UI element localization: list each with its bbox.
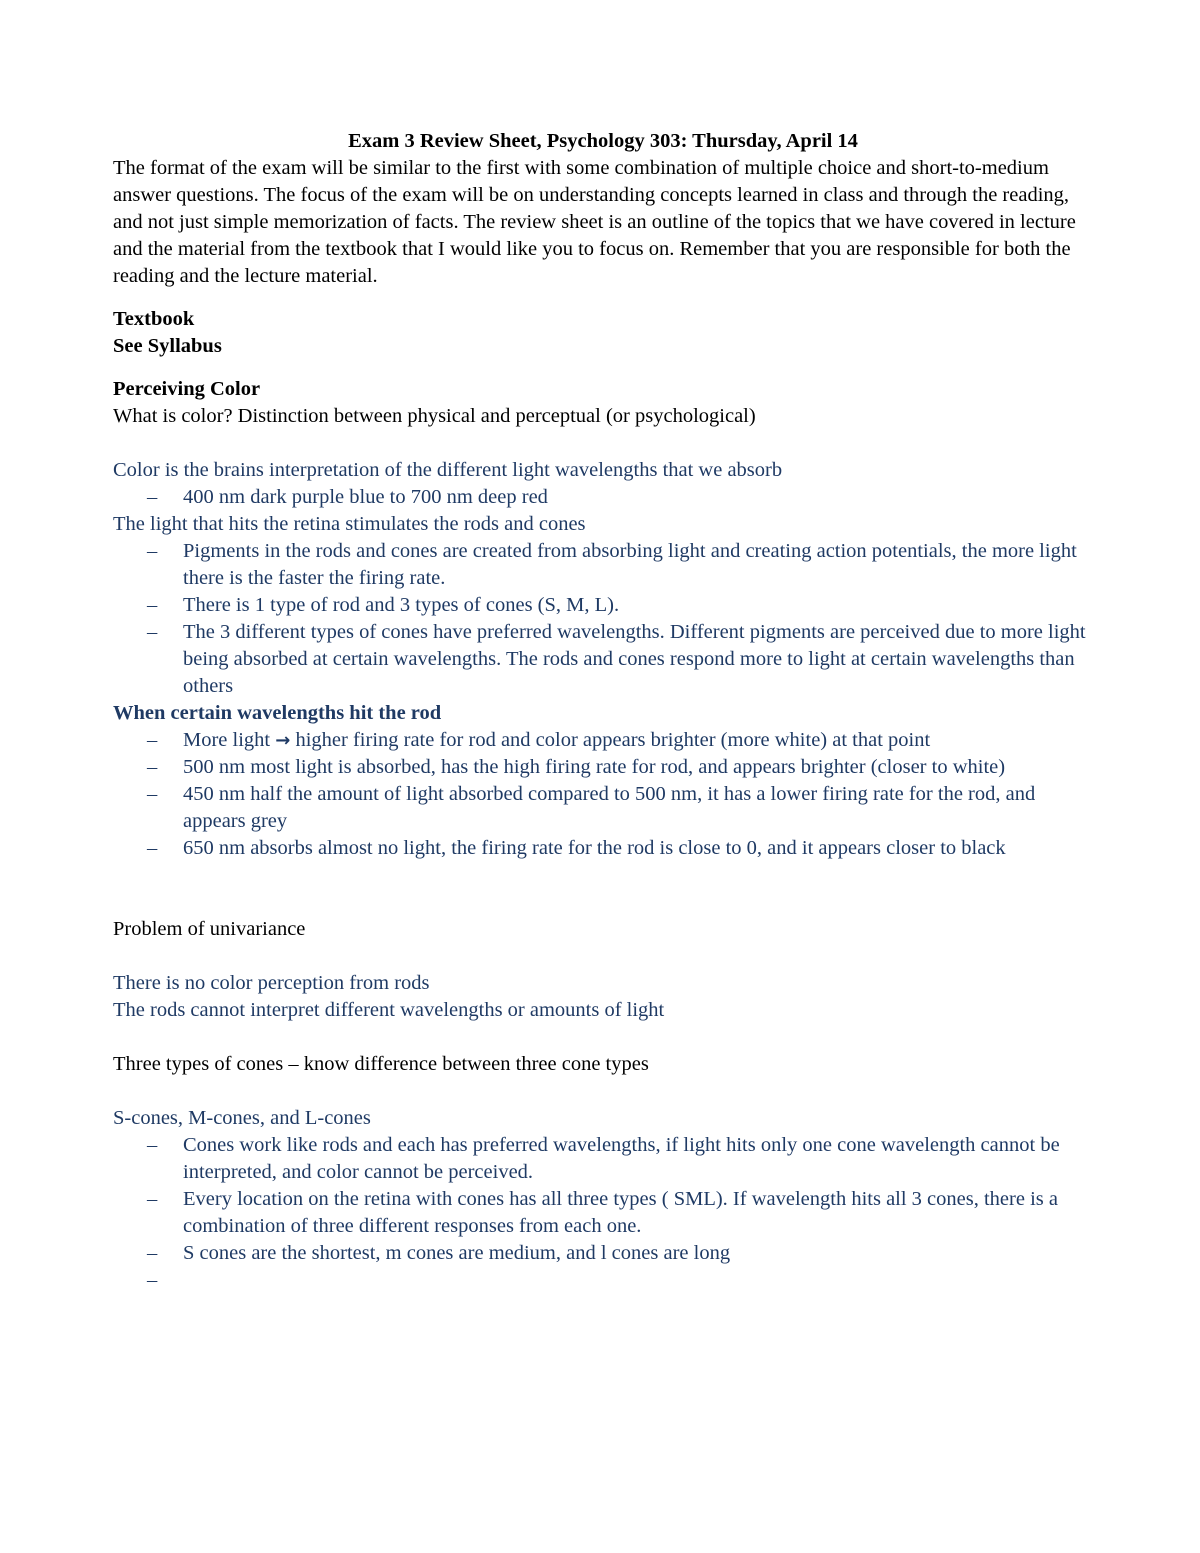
list-item: – Every location on the retina with cones has all three types ( SML). If wavelength hits all 3 cones, there is a combination of three different responses from each one. <box>113 1186 1093 1240</box>
list-item <box>113 727 1093 754</box>
document-title: Exam 3 Review Sheet, Psychology 303: Thursday, April 14 <box>348 130 858 152</box>
list-item: – 450 nm half the amount of light absorbed compared to 500 nm, it has a lower firing rate for the rod, and appears grey <box>113 781 1093 835</box>
rod-response-list <box>113 727 1093 862</box>
list-item: – 400 nm dark purple blue to 700 nm deep red <box>113 484 1093 511</box>
list-item: – There is 1 type of rod and 3 types of cones (S, M, L). <box>113 592 1093 619</box>
firing-rate-text: higher firing rate for rod and color appears brighter (more white) at that point <box>290 729 931 751</box>
spacer <box>113 430 1093 457</box>
list-item: – 500 nm most light is absorbed, has the high firing rate for rod, and appears brighter (closer to white) <box>113 754 1093 781</box>
textbook-heading: Textbook <box>113 308 195 330</box>
spacer <box>113 1024 1093 1051</box>
color-interpretation-note: Color is the brains interpretation of the different light wavelengths that we absorb <box>113 459 783 481</box>
list-item: – Pigments in the rods and cones are created from absorbing light and creating action potentials, the more light there is the faster the firing rate. <box>113 538 1093 592</box>
what-is-color-question: What is color? Distinction between physical and perceptual (or psychological) <box>113 405 756 427</box>
intro-paragraph: The format of the exam will be similar to the first with some combination of multiple choice and short-to-medium answer questions. The focus of the exam will be on understanding concepts learned in class and through the reading, and not just simple memorization of facts. The review sheet is an outline of the topics that we have covered in lecture and the material from the textbook that I would like you to focus on. Remember that you are responsible for both the reading and the lecture material. <box>113 157 1076 287</box>
cone-names-note: S-cones, M-cones, and L-cones <box>113 1107 371 1129</box>
list-item: – S cones are the shortest, m cones are medium, and l cones are long <box>113 1240 1093 1267</box>
cone-types-heading: Three types of cones – know difference between three cone types <box>113 1053 649 1075</box>
list-item: – 650 nm absorbs almost no light, the firing rate for the rod is close to 0, and it appears closer to black <box>113 835 1093 862</box>
cone-details-list <box>113 1132 1093 1294</box>
spacer <box>113 862 1093 916</box>
univariance-note: There is no color perception from rods <box>113 972 430 994</box>
wavelength-range-list <box>113 484 1093 511</box>
retina-stimulation-note: The light that hits the retina stimulates the rods and cones <box>113 513 586 535</box>
univariance-note: The rods cannot interpret different wavelengths or amounts of light <box>113 999 665 1021</box>
perceiving-color-heading: Perceiving Color <box>113 378 261 400</box>
spacer <box>113 290 1093 306</box>
list-item: – Cones work like rods and each has preferred wavelengths, if light hits only one cone wavelength cannot be interpreted, and color cannot be perceived. <box>113 1132 1093 1186</box>
right-arrow-icon: → <box>275 730 291 751</box>
univariance-heading: Problem of univariance <box>113 918 306 940</box>
syllabus-subheading: See Syllabus <box>113 335 222 357</box>
spacer <box>113 360 1093 376</box>
more-light-text: More light <box>183 729 271 751</box>
spacer <box>113 943 1093 970</box>
spacer <box>113 1078 1093 1105</box>
rods-cones-list <box>113 538 1093 700</box>
list-item <box>113 1267 1093 1294</box>
rod-wavelength-heading: When certain wavelengths hit the rod <box>113 702 442 724</box>
list-item: – The 3 different types of cones have preferred wavelengths. Different pigments are perceived due to more light being absorbed at certain wavelengths. The rods and cones respond more to light at certain wavelengths than others <box>113 619 1093 700</box>
document-page <box>113 128 1093 1294</box>
